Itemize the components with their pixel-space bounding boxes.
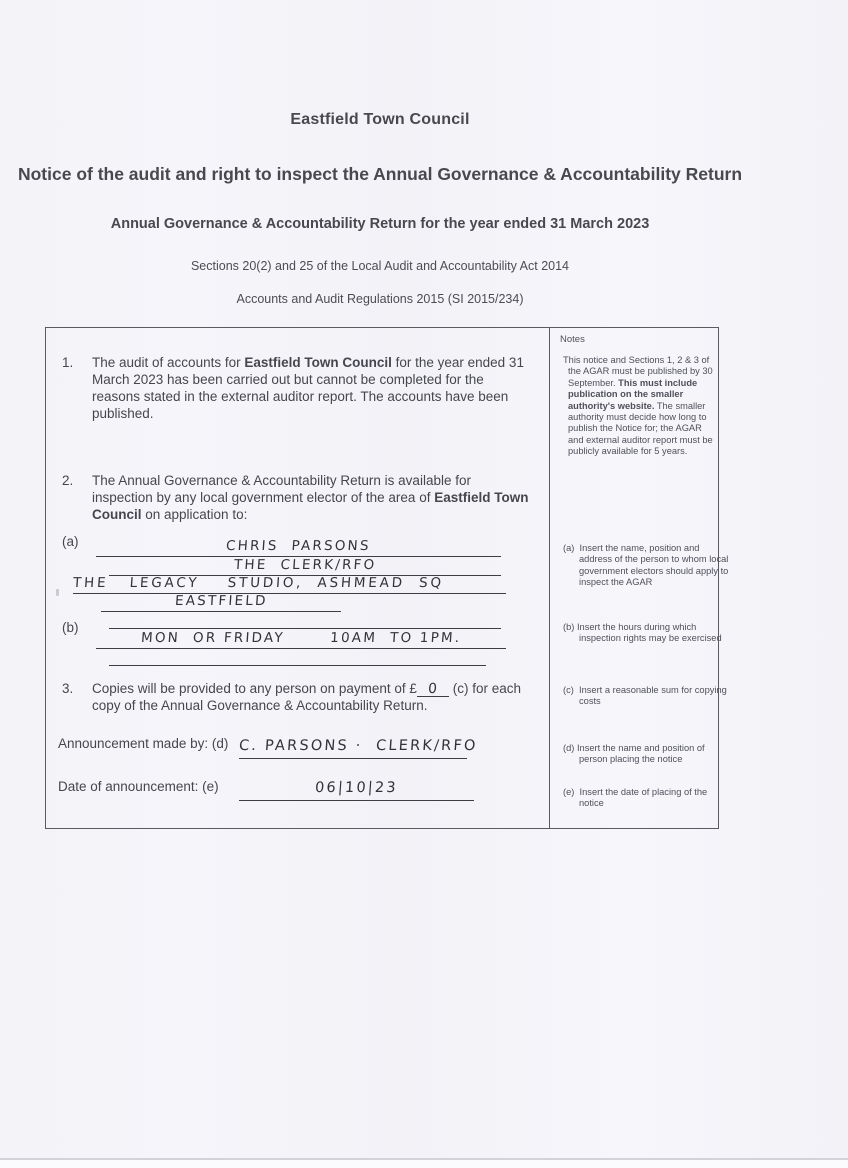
item-3-text-post: (c) for each copy of the Annual Governance & Accountability Return.: [92, 681, 521, 713]
scan-page-edge-strip: [0, 1160, 848, 1168]
item-2-number: 2.: [62, 473, 74, 488]
date-handwriting: 06|10|23: [314, 780, 399, 796]
notice-form-box: [45, 327, 729, 829]
announcement-made-by-label: Announcement made by: (d): [58, 736, 229, 751]
statute-line-2: Accounts and Audit Regulations 2015 (SI 2015/234): [236, 292, 524, 306]
date-of-announcement-line: [239, 776, 474, 801]
announcement-handwriting: C. PARSONS · CLERK/RFO: [238, 738, 479, 754]
field-a-label: (a): [62, 534, 79, 549]
council-name-title: Eastfield Town Council: [290, 111, 470, 128]
item-1-text-pre: The audit of accounts for: [92, 355, 245, 370]
item-1-text: [92, 354, 534, 422]
scan-speck: [56, 589, 59, 596]
item-3-number: 3.: [62, 681, 74, 696]
statute-line-1: Sections 20(2) and 25 of the Local Audit and Accountability Act 2014: [190, 259, 570, 273]
date-of-announcement-label: Date of announcement: (e): [58, 779, 219, 794]
field-a-handwriting-4: EASTFIELD: [174, 593, 268, 609]
note-d-text: Insert the name and position of person placing the notice: [576, 743, 705, 765]
item-1-text-bold: Eastfield Town Council: [244, 355, 392, 370]
note-d: [563, 743, 729, 766]
item-2-text-bold: Eastfield Town Council: [92, 490, 529, 522]
field-a-line-2: [109, 556, 501, 576]
note-a-label: (a): [563, 543, 575, 553]
field-a-handwriting-3: THE LEGACY STUDIO, ASHMEAD SQ: [72, 575, 445, 591]
note-e-label: (e): [563, 787, 575, 797]
note-b-label: (b): [563, 622, 575, 632]
item-1-number: 1.: [62, 355, 74, 370]
field-a-handwriting-2: THE CLERK/RFO: [233, 557, 377, 573]
note-e-text: Insert the date of placing of the notice: [579, 787, 708, 809]
note-c-text: Insert a reasonable sum for copying costs: [579, 685, 727, 707]
field-a-handwriting-1: CHRIS PARSONS: [225, 538, 372, 554]
notes-column: [549, 328, 729, 828]
form-item-2: [62, 472, 534, 523]
field-b-handwriting-2: MON OR FRIDAY 10AM TO 1PM.: [140, 630, 462, 646]
field-b-line-3: [109, 646, 486, 666]
note-c: [563, 685, 729, 708]
note-publication-post: The smaller authority must decide how long to publish the Notice for; the AGAR and external auditor report must be publicly available for 5 years.: [568, 400, 713, 457]
field-a-line-1: [96, 537, 501, 557]
note-b: [563, 622, 729, 645]
note-publication: [563, 355, 716, 458]
note-publication-bold: This must include publication on the smaller authority's website.: [568, 377, 698, 411]
form-item-3: [62, 680, 534, 714]
note-d-label: (d): [563, 743, 575, 753]
note-publication-pre: This notice and Sections 1, 2 & 3 of the AGAR must be published by 30 September.: [563, 355, 713, 388]
item-3-text-pre: Copies will be provided to any person on payment of £: [92, 681, 417, 696]
note-b-text: Insert the hours during which inspection rights may be exercised: [576, 622, 722, 644]
form-item-1: [62, 354, 534, 422]
note-a: [563, 543, 729, 589]
field-a-line-3: [73, 574, 506, 594]
item-2-text-pre: The Annual Governance & Accountability Return is available for inspection by any local government elector of the area of: [92, 473, 471, 505]
notes-header: Notes: [560, 334, 585, 345]
copy-fee-blank: [417, 680, 449, 697]
notice-title: Notice of the audit and right to inspect the Annual Governance & Accountability Return: [17, 164, 743, 184]
note-a-text: Insert the name, position and address of the person to whom local government electors should apply to inspect the AGAR: [579, 543, 729, 588]
field-b-label: (b): [62, 620, 79, 635]
item-1-text-post: for the year ended 31 March 2023 has been carried out but cannot be completed for the reasons stated in the external auditor report. The accounts have been published.: [92, 355, 524, 421]
note-c-label: (c): [563, 685, 574, 695]
announcement-made-by-line: [238, 734, 479, 759]
item-2-text-post: on application to:: [141, 507, 248, 522]
agar-subtitle: Annual Governance & Accountability Return for the year ended 31 March 2023: [110, 216, 650, 232]
item-3-text: [92, 680, 534, 714]
item-2-text: [92, 472, 534, 523]
field-b-line-1: [109, 609, 501, 629]
note-e: [563, 787, 729, 810]
copy-fee-handwriting: 0: [427, 681, 439, 697]
